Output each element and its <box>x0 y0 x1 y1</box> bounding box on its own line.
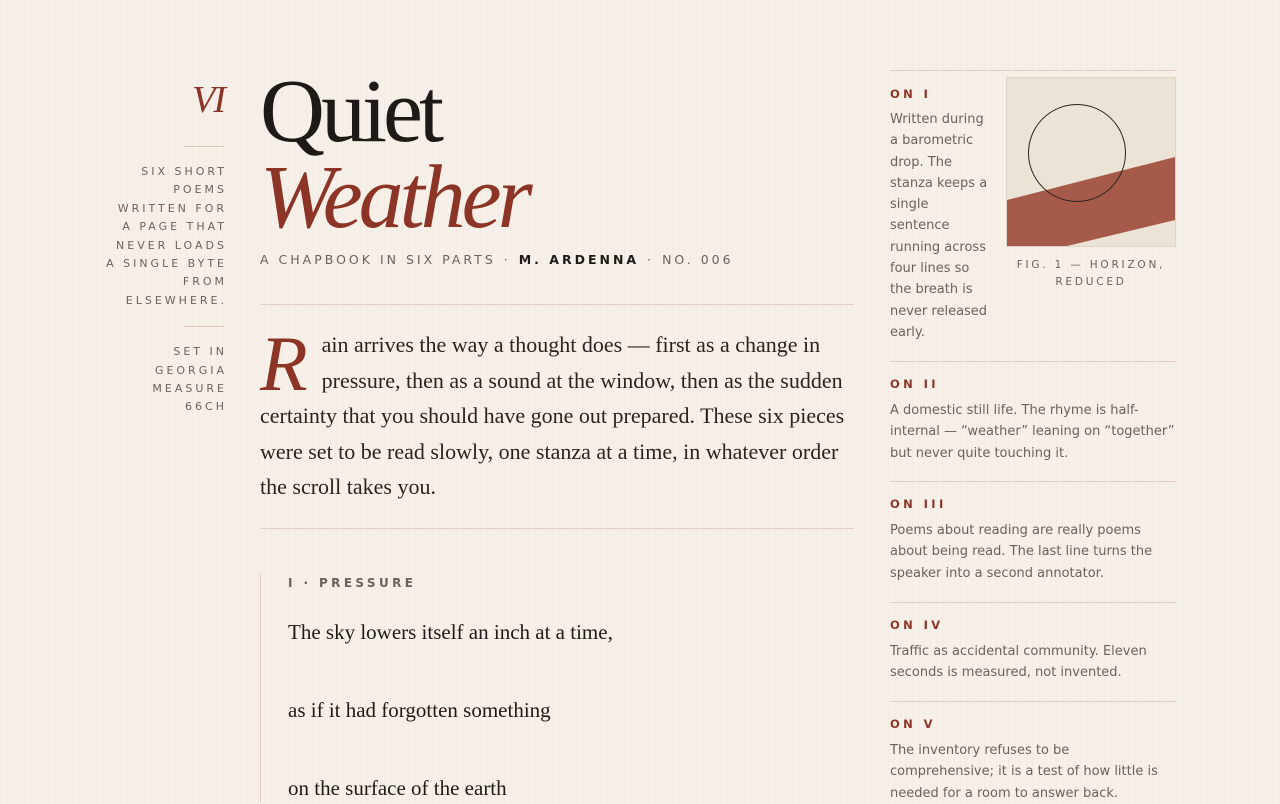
section-divider <box>260 304 854 305</box>
note-heading: ON I <box>890 87 932 101</box>
note-heading: ON II <box>890 377 939 391</box>
separator-dot: · <box>503 252 511 267</box>
page-title <box>260 62 854 247</box>
title-line-2: Weather <box>260 148 529 247</box>
note-body: Traffic as accidental community. Eleven seconds is measured, not invented. <box>890 644 1147 681</box>
sidebar-divider <box>184 326 224 327</box>
horizon-graphic <box>1007 78 1175 246</box>
title-line-1: Quiet <box>260 62 440 161</box>
typeset-info <box>90 343 227 417</box>
note-4 <box>890 603 1176 701</box>
sidebar-description-line: FROM <box>182 275 227 289</box>
note-body: Written during a barometric drop. The stanza keeps a single sentence running across four lines so the breath is never released early. <box>890 112 988 340</box>
drop-cap: R <box>260 320 308 407</box>
sidebar-description-line: SIX SHORT <box>141 165 227 178</box>
intro-text: ain arrives the way a thought does — first as a change in pressure, then as a sound at the window, then as the sudden certainty that you should have gone out prepared. These six pieces were set to be read slowly, one stanza at a time, in whatever order the scroll takes you. <box>260 332 845 499</box>
byline-subtitle: A CHAPBOOK IN SIX PARTS <box>260 252 496 267</box>
poem-line: The sky lowers itself an inch at a time, <box>288 619 613 644</box>
note-body: The inventory refuses to be comprehensive; it is a test of how little is needed for a room to answer back. <box>890 743 1158 801</box>
poem-line: on the surface of the earth <box>288 775 507 800</box>
note-5 <box>890 702 1176 804</box>
note-3 <box>890 482 1176 602</box>
poem-line: as if it had forgotten something <box>288 697 551 722</box>
issue-number: NO. 006 <box>662 252 734 267</box>
sidebar-description-line: POEMS <box>173 183 227 197</box>
figure <box>1006 77 1176 291</box>
note-body: Poems about reading are really poems about being read. The last line turns the speaker into a second annotator. <box>890 523 1153 581</box>
separator-dot: · <box>647 252 655 267</box>
sidebar-description <box>90 163 227 310</box>
note-heading: ON III <box>890 497 947 511</box>
typeset-line: 66CH <box>185 400 227 414</box>
byline <box>260 252 854 267</box>
sidebar <box>90 76 227 417</box>
section-divider <box>260 528 854 529</box>
note-1 <box>890 71 1176 361</box>
note-heading: ON IV <box>890 618 944 632</box>
typeset-line: GEORGIA <box>154 363 227 377</box>
typeset-line: SET IN <box>173 345 227 359</box>
annotations-column <box>890 70 1176 804</box>
note-2 <box>890 362 1176 481</box>
note-heading: ON V <box>890 717 936 731</box>
note-body: A domestic still life. The rhyme is half-internal — “weather” leaning on “together” but never quite touching it. <box>890 403 1175 461</box>
figure-caption: FIG. 1 — HORIZON, REDUCED <box>1016 259 1166 288</box>
sidebar-description-line: WRITTEN FOR <box>117 201 227 215</box>
sidebar-description-line: NEVER LOADS <box>116 238 227 252</box>
sidebar-description-line: A PAGE THAT <box>122 220 227 234</box>
intro-paragraph <box>260 320 854 505</box>
poem-section <box>260 573 854 802</box>
horizon-illustration <box>1006 77 1176 247</box>
typeset-line: MEASURE <box>152 382 227 396</box>
poem-heading: I · PRESSURE <box>288 575 417 590</box>
author-name: M. ARDENNA <box>518 252 640 267</box>
issue-numeral: VI <box>192 79 224 121</box>
main-content <box>260 62 854 802</box>
sidebar-divider <box>184 146 224 147</box>
sidebar-description-line: ELSEWHERE. <box>125 293 227 307</box>
sidebar-description-line: A SINGLE BYTE <box>106 257 227 271</box>
